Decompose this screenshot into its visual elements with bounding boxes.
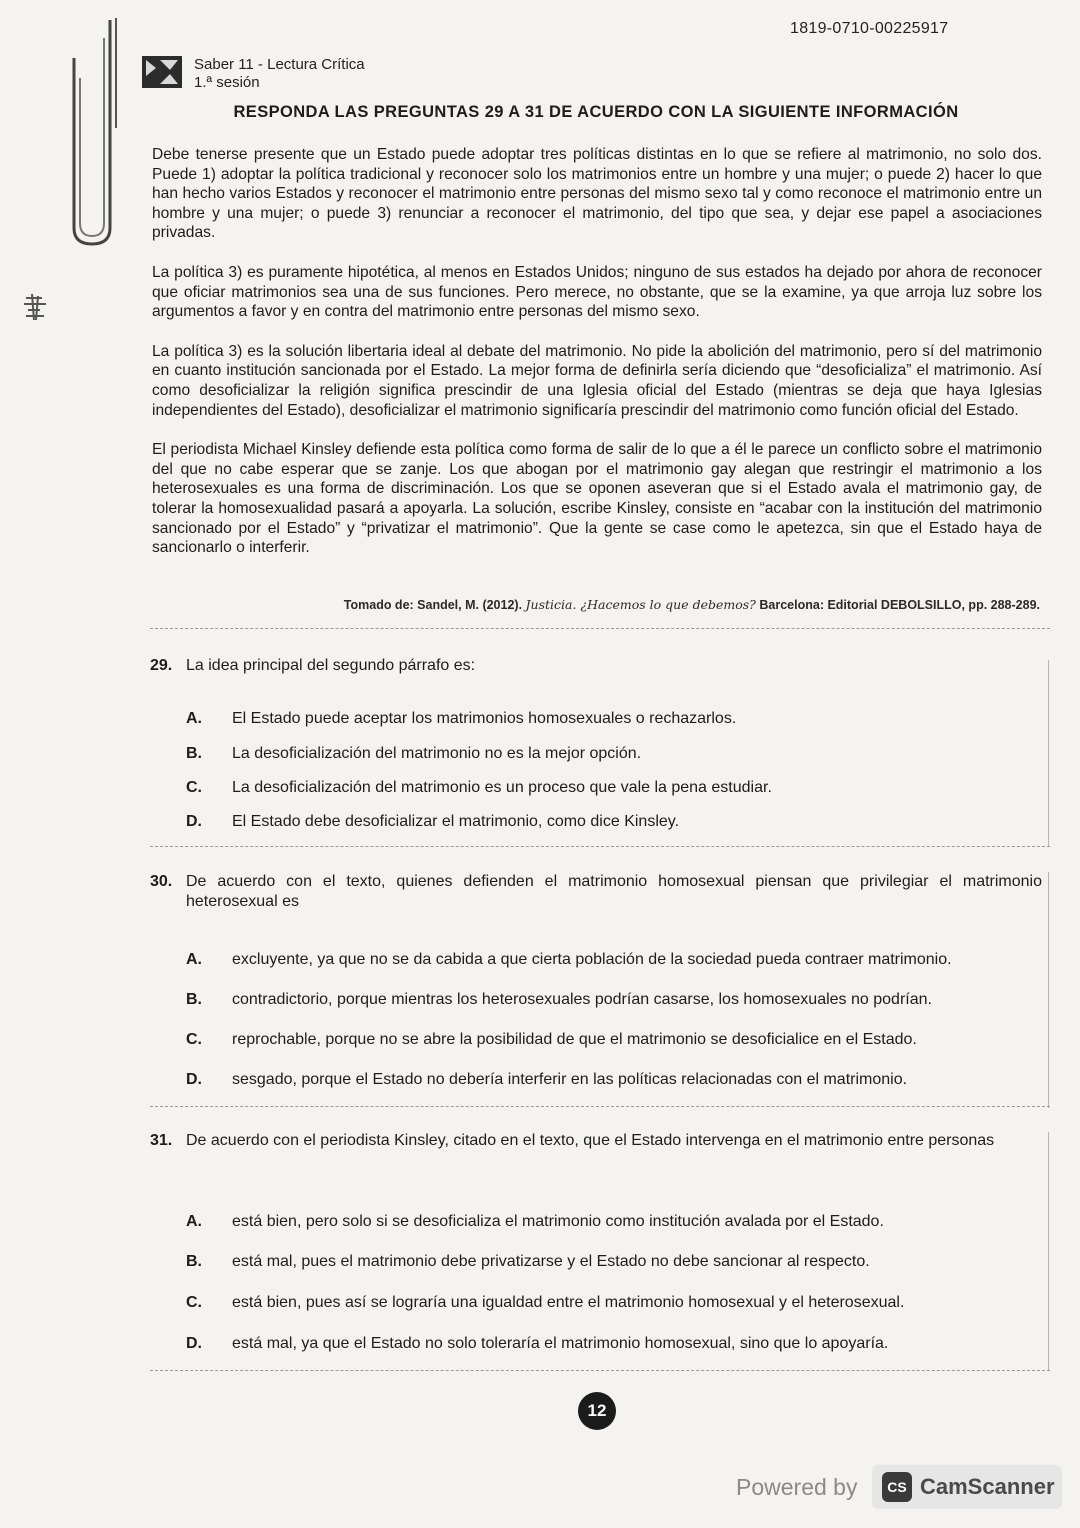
option-letter: C. <box>186 1294 202 1311</box>
option-letter: B. <box>186 745 202 762</box>
option-text: está bien, pues así se lograría una igualdad entre el matrimonio homosexual y el heterosexual. <box>232 1294 905 1311</box>
citation-suffix: Barcelona: Editorial DEBOLSILLO, pp. 288-289. <box>759 598 1040 612</box>
answer-option[interactable] <box>186 778 1046 798</box>
divider <box>150 1106 1050 1107</box>
citation-prefix: Tomado de: Sandel, M. (2012). <box>343 598 523 612</box>
option-letter: C. <box>186 1031 202 1048</box>
option-letter: A. <box>186 710 202 727</box>
camscanner-brand-name: CamScanner <box>920 1474 1055 1499</box>
reading-passage <box>152 145 1042 578</box>
scan-mark-icon <box>22 292 48 322</box>
option-text: está mal, ya que el Estado no solo toleraría el matrimonio homosexual, sino que lo apoyaría. <box>232 1335 889 1352</box>
option-text: La desoficialización del matrimonio no es la mejor opción. <box>232 745 642 762</box>
powered-by-label: Powered by <box>736 1474 858 1500</box>
option-letter: C. <box>186 779 202 796</box>
option-letter: B. <box>186 1253 202 1270</box>
option-letter: D. <box>186 1071 202 1088</box>
option-letter: D. <box>186 1335 202 1352</box>
answer-option[interactable] <box>186 709 1046 729</box>
question-text: De acuerdo con el texto, quienes defienden el matrimonio homosexual piensan que privilegiar el matrimonio heterosexual es <box>186 873 1042 910</box>
instructions-heading: RESPONDA LAS PREGUNTAS 29 A 31 DE ACUERDO CON LA SIGUIENTE INFORMACIÓN <box>233 103 959 121</box>
option-letter: D. <box>186 813 202 830</box>
divider <box>150 1370 1050 1371</box>
paper-clip-icon <box>60 18 122 248</box>
camscanner-badge <box>872 1465 1062 1509</box>
citation-title: Justicia. ¿Hacemos lo que debemos? <box>525 597 756 612</box>
camscanner-logo-icon: CS <box>882 1472 912 1502</box>
option-letter: A. <box>186 1213 202 1230</box>
document-id: 1819-0710-00225917 <box>790 20 949 37</box>
option-text: está mal, pues el matrimonio debe privatizarse y el Estado no debe sancionar al respecto. <box>232 1253 870 1270</box>
answer-option[interactable] <box>186 1252 1046 1272</box>
option-text: La desoficialización del matrimonio es un proceso que vale la pena estudiar. <box>232 779 772 796</box>
icfes-logo-icon <box>140 54 184 90</box>
question-30 <box>150 872 1042 912</box>
answer-option[interactable] <box>186 950 1046 970</box>
question-text: La idea principal del segundo párrafo es: <box>186 657 476 674</box>
option-text: El Estado debe desoficializar el matrimonio, como dice Kinsley. <box>232 813 680 830</box>
divider <box>150 628 1050 629</box>
question-border <box>1048 660 1049 846</box>
question-31 <box>150 1131 1042 1151</box>
question-border <box>1048 872 1049 1108</box>
answer-option[interactable] <box>186 744 1046 764</box>
page-number-badge: 12 <box>578 1392 616 1430</box>
question-29 <box>150 656 1042 676</box>
passage-paragraph: Debe tenerse presente que un Estado puede adoptar tres políticas distintas en lo que se refiere al matrimonio, no solo dos. Puede 1) adoptar la política tradicional y reconocer solo los matrimonios entre un hombre y una mujer; o puede 2) hacer lo que han hecho varios Estados y reconocer el matrimonio entre personas del mismo sexo tal y como reconoce el matrimonio entre un hombre y una mujer; o puede 3) renunciar a reconocer el matrimonio, del tipo que sea, y dejar ese papel a asociaciones privadas. <box>152 146 1042 242</box>
answer-option[interactable] <box>186 1334 1046 1354</box>
session-label: 1.ª sesión <box>194 74 260 91</box>
exam-name: Saber 11 - Lectura Crítica <box>194 56 365 73</box>
passage-paragraph: El periodista Michael Kinsley defiende esta política como forma de salir de lo que a él le parece un conflicto sobre el matrimonio del que no cabe esperar que se zanje. Los que abogan por el matrimonio gay alegan que restringir el matrimonio a los heterosexuales es una forma de discriminación. Los que se oponen aseveran que si el Estado avala el matrimonio gay, de tolerar la homosexualidad pasará a apoyarla. La solución, escribe Kinsley, consiste en “acabar con la institución del matrimonio sancionado por el Estado” y “privatizar el matrimonio”. Que la gente se case como le apetezca, sin que el Estado haya de sancionarlo o interferir. <box>152 441 1042 557</box>
option-text: sesgado, porque el Estado no debería interferir en las políticas relacionadas con el matrimonio. <box>232 1071 908 1088</box>
option-letter: B. <box>186 991 202 1008</box>
option-text: El Estado puede aceptar los matrimonios homosexuales o rechazarlos. <box>232 710 737 727</box>
question-number: 30. <box>150 873 173 890</box>
passage-paragraph: La política 3) es la solución libertaria ideal al debate del matrimonio. No pide la abolición del matrimonio, pero sí del matrimonio en cuanto institución sancionada por el Estado. La mejor forma de definirla sería diciendo que “desoficializa” el matrimonio. Así como desoficializar la religión significa prescindir de una Iglesia oficial del Estado (mientras se deja que haya Iglesias independientes del Estado), desoficializar el matrimonio significaría prescindir del matrimonio como función oficial del Estado. <box>152 342 1042 419</box>
option-text: excluyente, ya que no se da cabida a que cierta población de la sociedad pueda contraer matrimonio. <box>232 951 952 968</box>
question-text: De acuerdo con el periodista Kinsley, citado en el texto, que el Estado intervenga en el matrimonio entre personas <box>186 1132 995 1149</box>
answer-option[interactable] <box>186 812 1046 832</box>
source-citation <box>150 597 1040 612</box>
answer-option[interactable] <box>186 1030 1046 1050</box>
option-letter: A. <box>186 951 202 968</box>
option-text: contradictorio, porque mientras los heterosexuales podrían casarse, los homosexuales no podrían. <box>232 991 932 1008</box>
exam-header <box>194 56 365 92</box>
answer-option[interactable] <box>186 1070 1046 1090</box>
question-border <box>1048 1132 1049 1370</box>
passage-paragraph: La política 3) es puramente hipotética, al menos en Estados Unidos; ninguno de sus estados ha dejado por ahora de reconocer que oficiar matrimonios sea una de sus funciones. Pero merece, no obstante, que se la examine, ya que arroja luz sobre los argumentos a favor y en contra del matrimonio entre personas del mismo sexo. <box>152 263 1042 321</box>
answer-option[interactable] <box>186 1212 1046 1232</box>
option-text: reprochable, porque no se abre la posibilidad de que el matrimonio se desoficialice en el Estado. <box>232 1031 917 1048</box>
option-text: está bien, pero solo si se desoficializa el matrimonio como institución avalada por el Estado. <box>232 1213 884 1230</box>
answer-option[interactable] <box>186 1293 1046 1313</box>
divider <box>150 846 1050 847</box>
question-number: 29. <box>150 657 173 674</box>
question-number: 31. <box>150 1132 173 1149</box>
answer-option[interactable] <box>186 990 1046 1010</box>
